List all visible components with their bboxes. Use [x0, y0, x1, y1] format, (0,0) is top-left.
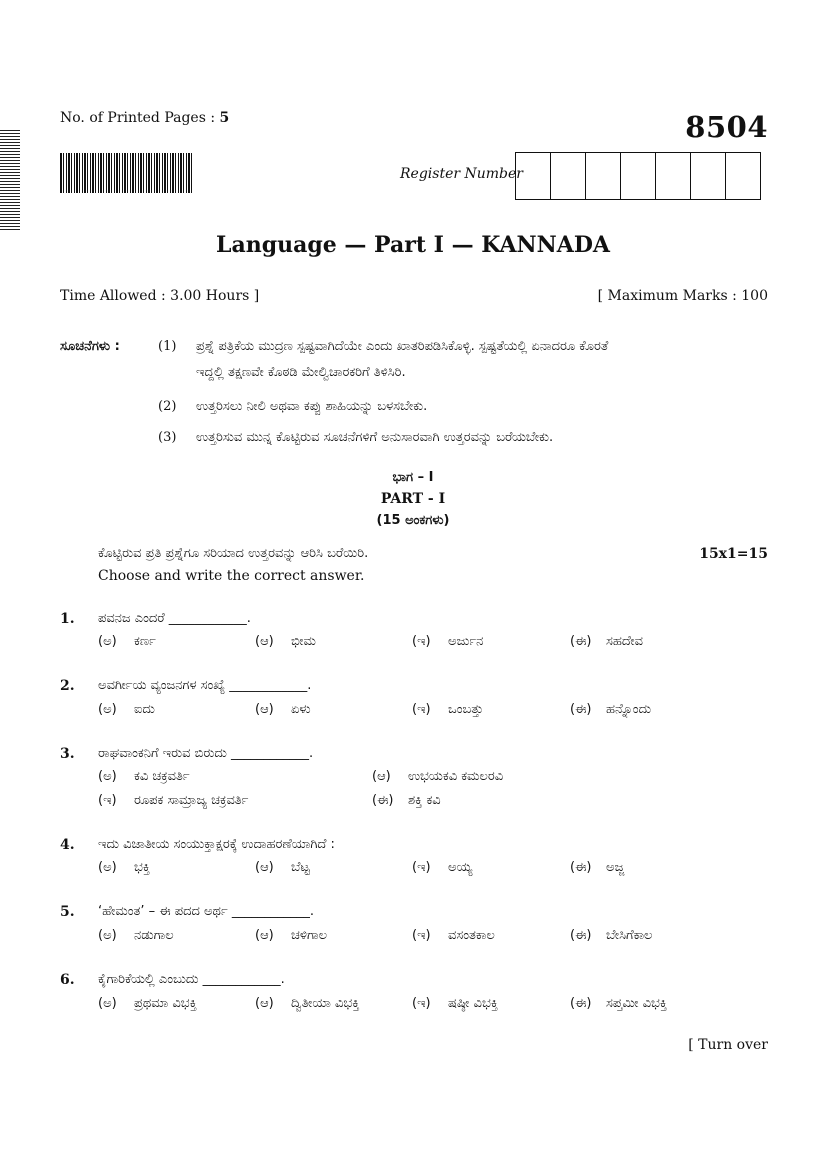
instruction-line: ಪ್ರಶ್ನೆ ಪತ್ರಿಕೆಯ ಮುದ್ರಣ ಸ್ಪಷ್ಟವಾಗಿದೆಯೇ ಎಂದು ಖಾತರಿಪಡಿಸಿಕೊಳ್ಳಿ. ಸ್ಪಷ್ಟತೆಯಲ್ಲಿ ಏನಾದರೂ ಕೊರತೆ: [196, 339, 609, 354]
option-text: ಹನ್ನೊಂದು: [606, 702, 652, 717]
option-label: (ಅ): [98, 769, 117, 784]
question-number: 5.: [60, 904, 75, 920]
printed-pages-value: 5: [219, 110, 230, 126]
option-label: (ಇ): [412, 928, 431, 943]
option-label: (ಅ): [98, 996, 117, 1011]
answer-option: [570, 996, 667, 1011]
option-text: ಭಕ್ತಿ: [134, 860, 151, 875]
barcode: [60, 153, 193, 193]
answer-option: [570, 634, 643, 649]
printed-pages: [60, 110, 229, 126]
option-label: (ಆ): [372, 769, 391, 784]
question-text: ಅವರ್ಗೀಯ ವ್ಯಂಜನಗಳ ಸಂಖ್ಯೆ ____________.: [98, 678, 312, 693]
answer-option: [412, 928, 495, 943]
option-text: ಪ್ರಥಮಾ ವಿಭಕ್ತಿ: [134, 996, 197, 1011]
option-label: (ಆ): [255, 928, 274, 943]
option-text: ಏಳು: [291, 702, 311, 717]
option-label: (ಅ): [98, 928, 117, 943]
register-number-boxes: [515, 152, 761, 200]
register-digit-box[interactable]: [516, 153, 551, 199]
maximum-marks: [ Maximum Marks : 100: [597, 288, 768, 304]
option-label: (ಇ): [412, 860, 431, 875]
option-text: ದ್ವಿತೀಯಾ ವಿಭಕ್ತಿ: [291, 996, 360, 1011]
option-label: (ಆ): [255, 634, 274, 649]
register-digit-box[interactable]: [726, 153, 761, 199]
answer-option: [570, 860, 624, 875]
answer-option: [570, 702, 651, 717]
paper-code: 8504: [685, 110, 768, 144]
option-text: ಬೆಟ್ಟ: [291, 860, 310, 875]
register-digit-box[interactable]: [586, 153, 621, 199]
option-text: ಕವಿ ಚಕ್ರವರ್ತಿ: [134, 769, 190, 784]
question-number: 3.: [60, 746, 75, 762]
answer-option: [255, 928, 327, 943]
answer-option: [412, 702, 483, 717]
option-text: ಕರ್ಣ: [134, 634, 156, 649]
option-label: (ಆ): [255, 860, 274, 875]
register-digit-box[interactable]: [551, 153, 586, 199]
part-heading-english: PART - I: [380, 491, 446, 507]
question-text: ರಾಘವಾಂಕನಿಗೆ ಇರುವ ಬಿರುದು ____________.: [98, 746, 314, 761]
option-label: (ಅ): [98, 634, 117, 649]
answer-option: [412, 860, 472, 875]
directions-kannada: ಕೊಟ್ಟಿರುವ ಪ್ರತಿ ಪ್ರಶ್ನೆಗೂ ಸರಿಯಾದ ಉತ್ತರವನ್ನು ಆರಿಸಿ ಬರೆಯಿರಿ.: [98, 546, 369, 561]
option-label: (ಈ): [570, 702, 592, 717]
question-number: 2.: [60, 678, 75, 694]
time-allowed: Time Allowed : 3.00 Hours ]: [60, 288, 260, 304]
option-label: (ಈ): [570, 996, 592, 1011]
directions-english: Choose and write the correct answer.: [98, 568, 365, 584]
question-number: 1.: [60, 611, 75, 627]
option-text: ಉಭಯಕವಿ ಕಮಲರವಿ: [408, 769, 504, 784]
option-text: ಅಯ್ಯ: [448, 860, 473, 875]
instruction-item: ಉತ್ತರಿಸಲು ನೀಲಿ ಅಥವಾ ಕಪ್ಪು ಶಾಹಿಯನ್ನು ಬಳಸಬೇಕು.: [196, 399, 428, 414]
answer-option: [412, 996, 498, 1011]
answer-option: [98, 769, 190, 784]
printed-pages-label: No. of Printed Pages :: [60, 110, 216, 126]
option-label: (ಇ): [412, 702, 431, 717]
register-digit-box[interactable]: [656, 153, 691, 199]
option-text: ಬೇಸಿಗೆಕಾಲ: [606, 928, 653, 943]
option-label: (ಇ): [412, 634, 431, 649]
option-label: (ಅ): [98, 860, 117, 875]
question-text: ‘ಹೇಮಂತ’ – ಈ ಪದದ ಅರ್ಥ ____________.: [98, 904, 314, 919]
question-number: 6.: [60, 972, 75, 988]
instructions-heading: ಸೂಚನೆಗಳು :: [60, 339, 120, 354]
section-score: 15x1=15: [699, 546, 768, 562]
question-text: ಪವನಜ ಎಂದರೆ ____________.: [98, 611, 251, 626]
instruction-number: (3): [158, 430, 177, 445]
margin-marks: [0, 130, 20, 230]
answer-option: [255, 860, 310, 875]
option-text: ರೂಪಕ ಸಾಮ್ರಾಜ್ಯ ಚಕ್ರವರ್ತಿ: [134, 793, 249, 808]
question-text: ಇದು ವಿಜಾತೀಯ ಸಂಯುಕ್ತಾಕ್ಷರಕ್ಕೆ ಉದಾಹರಣೆಯಾಗಿದೆ :: [98, 837, 335, 852]
option-text: ಚಳಿಗಾಲ: [291, 928, 328, 943]
question-text: ಕೈಗಾರಿಕೆಯಲ್ಲಿ ಎಂಬುದು ____________.: [98, 972, 285, 987]
answer-option: [255, 634, 316, 649]
option-label: (ಈ): [570, 928, 592, 943]
answer-option: [98, 793, 248, 808]
option-text: ಅಜ್ಜ: [606, 860, 625, 875]
register-digit-box[interactable]: [621, 153, 656, 199]
instruction-item: ಉತ್ತರಿಸುವ ಮುನ್ನ ಕೊಟ್ಟಿರುವ ಸೂಚನೆಗಳಿಗೆ ಅನುಸಾರವಾಗಿ ಉತ್ತರವನ್ನು ಬರೆಯಬೇಕು.: [196, 430, 554, 445]
answer-option: [255, 996, 359, 1011]
register-digit-box[interactable]: [691, 153, 726, 199]
option-text: ಅರ್ಜುನ: [448, 634, 484, 649]
answer-option: [98, 702, 155, 717]
part-marks: (15 ಅಂಕಗಳು): [376, 513, 450, 528]
answer-option: [372, 769, 503, 784]
answer-option: [372, 793, 441, 808]
option-label: (ಅ): [98, 702, 117, 717]
option-text: ಐದು: [134, 702, 155, 717]
option-text: ಷಷ್ಠೀ ವಿಭಕ್ತಿ: [448, 996, 499, 1011]
page-title: Language — Part I — KANNADA: [215, 232, 610, 258]
option-label: (ಇ): [98, 793, 117, 808]
answer-option: [98, 860, 150, 875]
option-text: ಸಪ್ತಮೀ ವಿಭಕ್ತಿ: [606, 996, 668, 1011]
option-label: (ಆ): [255, 996, 274, 1011]
answer-option: [412, 634, 483, 649]
turn-over: [ Turn over: [688, 1037, 768, 1053]
option-label: (ಆ): [255, 702, 274, 717]
instruction-item: [196, 334, 771, 386]
part-heading-kannada: ಭಾಗ – I: [392, 470, 434, 485]
option-text: ಸಹದೇವ: [606, 634, 643, 649]
option-label: (ಇ): [412, 996, 431, 1011]
option-label: (ಈ): [570, 860, 592, 875]
instruction-line: ಇದ್ದಲ್ಲಿ ತಕ್ಷಣವೇ ಕೊಠಡಿ ಮೇಲ್ವಿಚಾರಕರಿಗೆ ತಿಳಿಸಿರಿ.: [196, 365, 406, 380]
question-number: 4.: [60, 837, 75, 853]
answer-option: [98, 996, 197, 1011]
option-text: ಒಂಬತ್ತು: [448, 702, 484, 717]
answer-option: [570, 928, 652, 943]
option-text: ವಸಂತಕಾಲ: [448, 928, 495, 943]
option-label: (ಈ): [570, 634, 592, 649]
answer-option: [98, 928, 174, 943]
answer-option: [255, 702, 311, 717]
option-label: (ಈ): [372, 793, 394, 808]
register-number-label: Register Number: [400, 166, 523, 182]
instruction-number: (1): [158, 339, 177, 354]
instruction-number: (2): [158, 399, 177, 414]
answer-option: [98, 634, 156, 649]
option-text: ಭೀಮ: [291, 634, 316, 649]
option-text: ಶಕ್ತಿ ಕವಿ: [408, 793, 441, 808]
option-text: ನಡುಗಾಲ: [134, 928, 174, 943]
